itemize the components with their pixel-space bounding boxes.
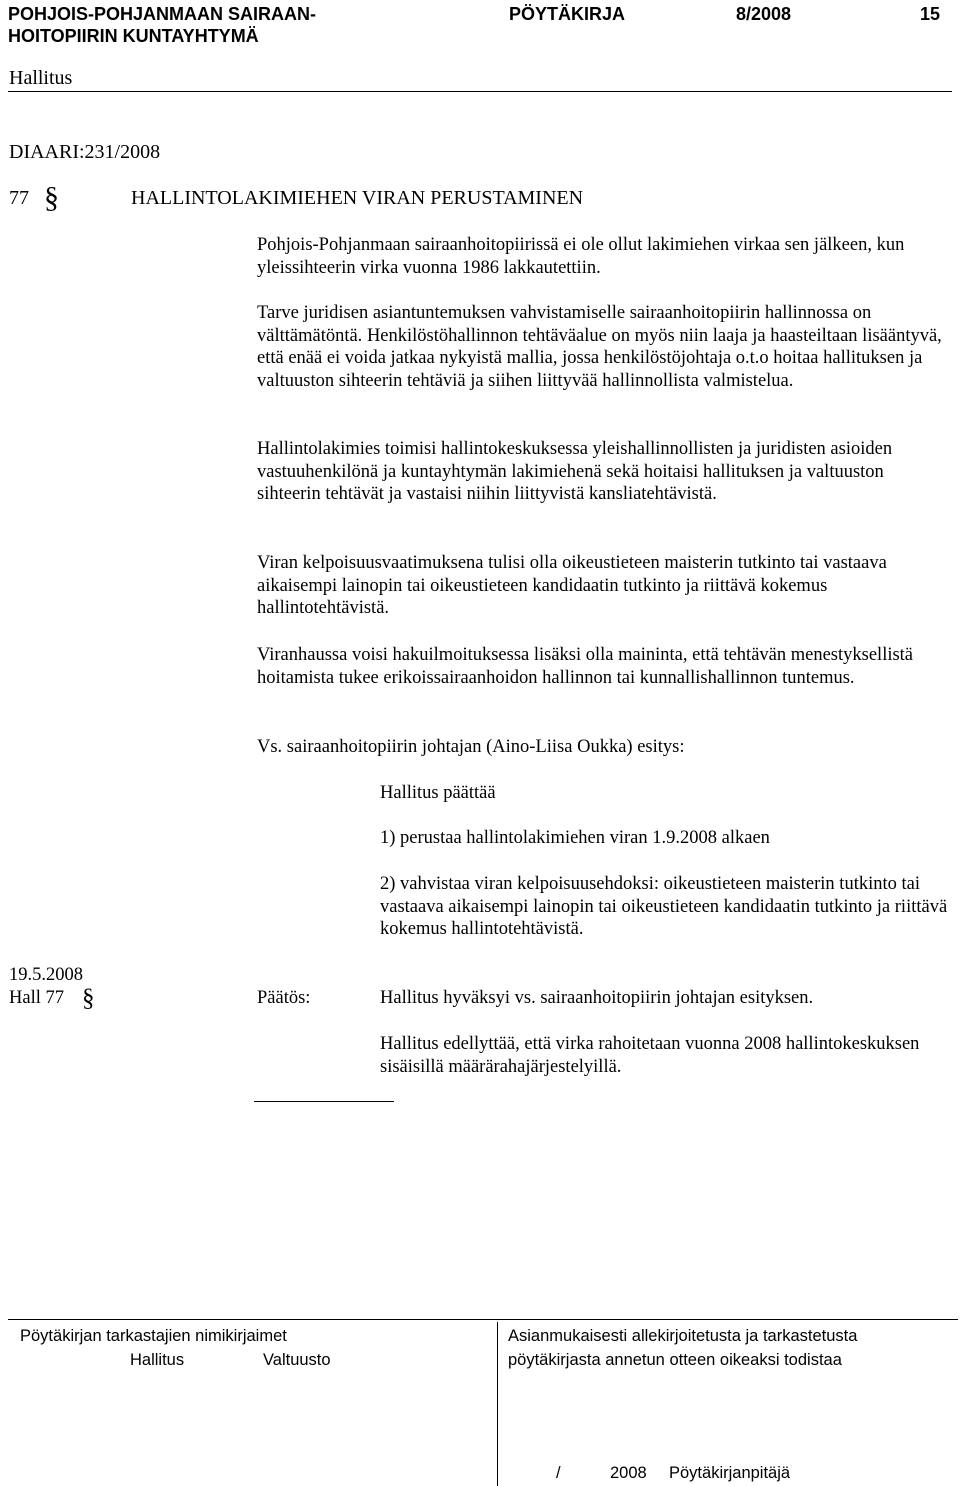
decision-section-sign-icon <box>81 984 101 1019</box>
paragraph-2 <box>257 302 952 392</box>
proposal-item-2-text: 2) vahvistaa viran kelpoisuusehdoksi: oikeustieteen maisterin tutkinto tai vastaava aikaisempi lainopin tai oikeustieteen kandidaatin tutkinto ja riittävä kokemus hallintotehtävistä. <box>380 874 948 939</box>
decision-text-2 <box>380 1033 948 1078</box>
header-issue: 8/2008 <box>736 4 792 24</box>
footer-divider <box>497 1322 498 1486</box>
paragraph-6: Vs. sairaanhoitopiirin johtajan (Aino-Liisa Oukka) esitys: <box>257 737 685 757</box>
paragraph-2a-text: Tarve juridisen asiantuntemuksen vahvistamiselle sairaanhoitopiirin hallinnossa on välttämätöntä. <box>257 303 872 346</box>
decision-label: Päätös: <box>257 988 311 1008</box>
header-rule <box>8 91 952 92</box>
section-sign-icon <box>42 181 66 222</box>
header-org <box>8 3 316 47</box>
item-number: 77 <box>9 187 29 209</box>
decision-ref: Hall 77 <box>9 988 64 1008</box>
proposal-item-2 <box>380 873 955 941</box>
paragraph-1-text: Pohjois-Pohjanmaan sairaanhoitopiirissä ei ole ollut lakimiehen virkaa sen jälkeen, kun yleissihteerin virka vuonna 1986 lakkautettiin. <box>257 235 905 278</box>
footer-keeper: Pöytäkirjanpitäjä <box>669 1464 791 1482</box>
footer-initials-title: Pöytäkirjan tarkastajien nimikirjaimet <box>20 1327 287 1345</box>
paragraph-5-text: Viranhaussa voisi hakuilmoituksessa lisäksi olla maininta, että tehtävän menestyksellistä hoitamista tukee erikoissairaanhoidon hallinnon tai kunnallishallinnon tuntemus. <box>257 645 914 688</box>
decision-text-2-content: Hallitus edellyttää, että virka rahoitetaan vuonna 2008 hallintokeskuksen sisäisillä määrärahajärjestelyillä. <box>380 1034 920 1077</box>
header-doc-type: PÖYTÄKIRJA <box>509 4 626 24</box>
footer-initials-hallitus: Hallitus <box>130 1351 185 1369</box>
svg-text:§: § <box>82 985 95 1012</box>
header-page-number: 15 <box>920 4 941 24</box>
decision-text-1: Hallitus hyväksyi vs. sairaanhoitopiirin johtajan esityksen. <box>380 988 814 1008</box>
header-org-line1: POHJOIS-POHJANMAAN SAIRAAN- <box>8 4 317 24</box>
header-org-line2: HOITOPIIRIN KUNTAYHTYMÄ <box>8 26 259 46</box>
header-body: Hallitus <box>9 67 73 89</box>
footer-rule <box>8 1319 958 1320</box>
item-title: HALLINTOLAKIMIEHEN VIRAN PERUSTAMINEN <box>131 187 584 209</box>
paragraph-1 <box>257 234 947 279</box>
footer-slash: / <box>556 1464 561 1482</box>
footer-year: 2008 <box>610 1464 647 1482</box>
svg-text:§: § <box>44 181 59 214</box>
proposal-item-1: 1) perustaa hallintolakimiehen viran 1.9.2008 alkaen <box>380 828 770 848</box>
paragraph-2b-text: Henkilöstöhallinnon tehtäväalue on myös niin laaja ja haasteiltaan lisääntyvä, että enää ei voida jatkaa nykyistä mallia, jossa henkilöstöjohtaja o.t.o hoitaa hallituksen ja valtuuston sihteerin tehtäviä ja siihen liittyvää hallinnollista valmistelua. <box>257 325 942 391</box>
footer-attest-line1: Asianmukaisesti allekirjoitetusta ja tarkastetusta <box>508 1327 858 1345</box>
paragraph-4-text: Viran kelpoisuusvaatimuksena tulisi olla oikeustieteen maisterin tutkinto tai vastaava aikaisempi lainopin tai oikeustieteen kandidaatin tutkinto ja riittävä kokemus hallintotehtävistä. <box>257 553 887 618</box>
footer-initials-valtuusto: Valtuusto <box>263 1351 331 1369</box>
diaari: DIAARI:231/2008 <box>9 141 161 163</box>
footer-attest-line2: pöytäkirjasta annetun otteen oikeaksi todistaa <box>508 1351 842 1369</box>
proposal-lead: Hallitus päättää <box>380 783 496 803</box>
paragraph-3-text: Hallintolakimies toimisi hallintokeskuksessa yleishallinnollisten ja juridisten asioiden vastuuhenkilönä ja kuntayhtymän lakimiehenä sekä hoitaisi hallituksen ja valtuuston sihteerin tehtävät ja vastaisi niihin liittyvistä kansliatehtävistä. <box>257 439 893 504</box>
decision-date: 19.5.2008 <box>9 965 83 985</box>
paragraph-5 <box>257 644 947 689</box>
end-rule <box>254 1101 394 1102</box>
paragraph-3 <box>257 438 952 506</box>
paragraph-4 <box>257 552 952 620</box>
